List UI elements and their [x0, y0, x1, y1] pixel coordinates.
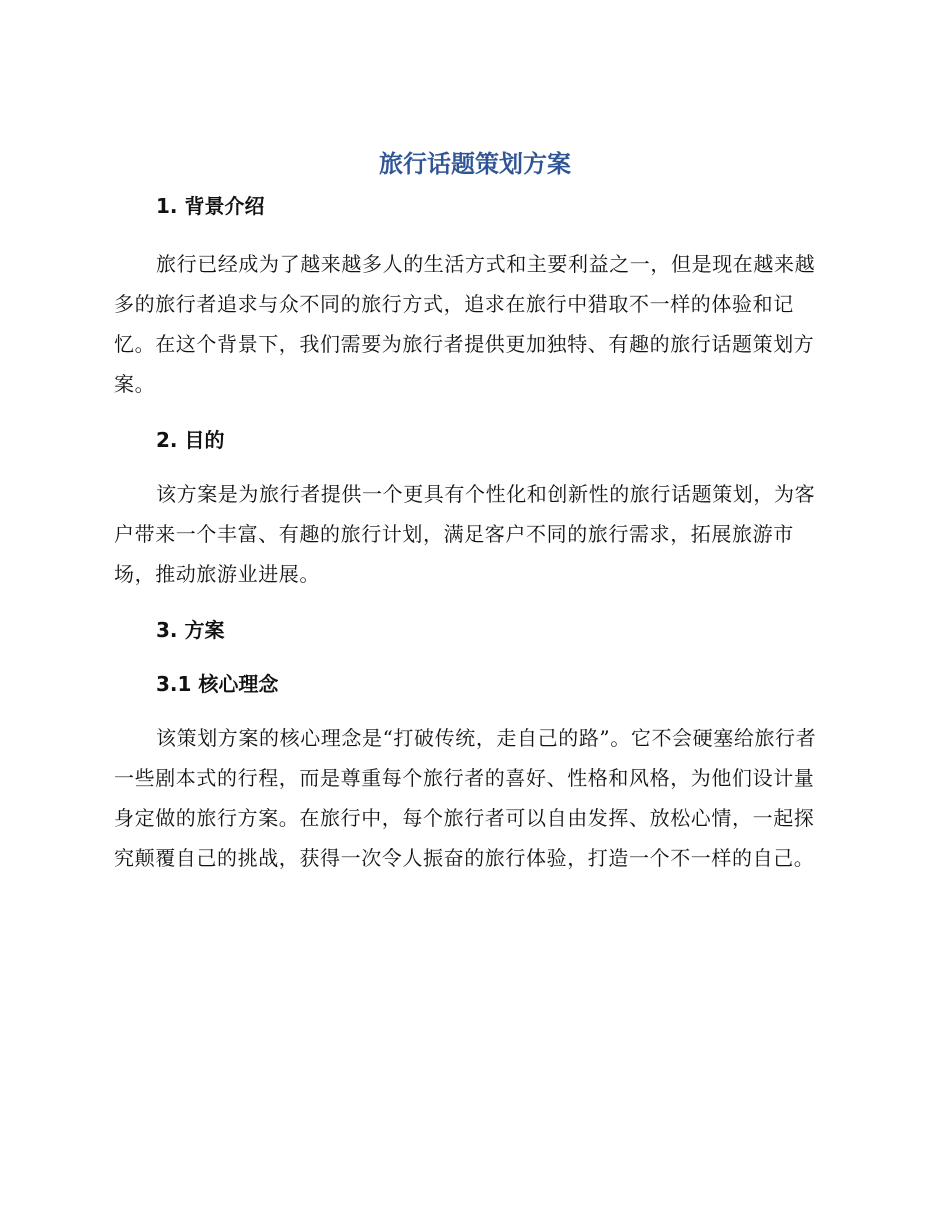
subsection-heading-core-concept: 3.1 核心理念: [156, 672, 279, 696]
subsection-paragraph-core-concept: 该策划方案的核心理念是“打破传统，走自己的路”。它不会硬塞给旅行者一些剧本式的行程，而是尊重每个旅行者的喜好、性格和风格，为他们设计量身定做的旅行方案。在旅行中，每个旅行者可以自由发挥、放松心情，一起探究颠覆自己的挑战，获得一次令人振奋的旅行体验，打造一个不一样的自己。: [114, 726, 817, 870]
section-heading-plan: 3. 方案: [156, 618, 225, 642]
section-paragraph-purpose: 该方案是为旅行者提供一个更具有个性化和创新性的旅行话题策划，为客户带来一个丰富、有趣的旅行计划，满足客户不同的旅行需求，拓展旅游市场，推动旅游业进展。: [114, 482, 816, 586]
document-title: 旅行话题策划方案: [379, 150, 571, 178]
document-body: [114, 188, 834, 878]
section-paragraph-background: 旅行已经成为了越来越多人的生活方式和主要利益之一，但是现在越来越多的旅行者追求与众不同的旅行方式，追求在旅行中猎取不一样的体验和记忆。在这个背景下，我们需要为旅行者提供更加独特、有趣的旅行话题策划方案。: [114, 252, 816, 396]
section-heading-background: 1. 背景介绍: [156, 194, 265, 218]
section-heading-purpose: 2. 目的: [156, 428, 225, 452]
